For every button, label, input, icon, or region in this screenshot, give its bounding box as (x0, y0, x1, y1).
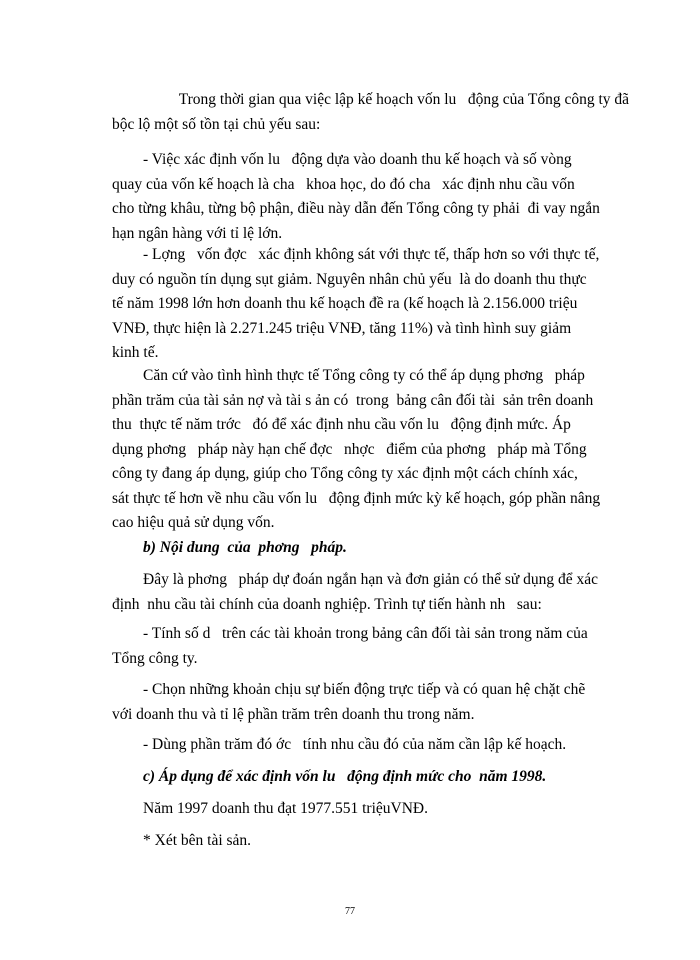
text-line: Căn cứ vào tình hình thực tế Tổng công ty có thể áp dụng phơng pháp (112, 367, 585, 384)
text-line: định nhu cầu tài chính của doanh nghiệp. Trình tự tiến hành nh sau: (112, 595, 542, 613)
heading-text: b) Nội dung của phơng pháp. (112, 539, 347, 556)
text-line: - Lợng vốn đợc xác định không sát với thực tế, thấp hơn so với thực tế, (112, 246, 600, 263)
text-line: cao hiệu quả sử dụng vốn. (112, 514, 275, 531)
text-line: Trong thời gian qua việc lập kế hoạch vốn lu động của Tổng công ty đã (148, 91, 630, 108)
text-line: Đây là phơng pháp dự đoán ngắn hạn và đơn giản có thể sử dụng để xác (112, 571, 599, 588)
heading-text: c) Áp dụng để xác định vốn lu động định mức cho năm 1998. (112, 768, 547, 785)
paragraph-step-2 (112, 678, 642, 727)
text-line: - Việc xác định vốn lu động dựa vào doanh thu kế hoạch và số vòng (112, 151, 572, 168)
text-line: * Xét bên tài sản. (112, 832, 252, 849)
paragraph-step-1 (112, 622, 642, 671)
text-line: bộc lộ một số tồn tại chủ yếu sau: (112, 115, 321, 133)
text-line: phần trăm của tài sản nợ và tài s ản có trong bảng cân đối tài sản trên doanh (112, 391, 594, 409)
text-line: cho từng khâu, từng bộ phận, điều này dẫn đến Tổng công ty phải đi vay ngắn (112, 200, 600, 217)
paragraph-step-3 (112, 733, 642, 758)
paragraph-application (112, 364, 642, 536)
text-line: kinh tế. (112, 344, 159, 361)
paragraph-point-2 (112, 243, 642, 366)
text-line: dụng phơng pháp này hạn chế đợc nhợc điểm của phơng pháp mà Tổng (112, 440, 587, 458)
text-line: hạn ngân hàng với tỉ lệ lớn. (112, 224, 283, 242)
text-line: Tổng công ty. (112, 649, 198, 667)
text-line: với doanh thu và tỉ lệ phần trăm trên doanh thu trong năm. (112, 705, 475, 723)
paragraph-method (112, 568, 642, 617)
paragraph-revenue-1997 (112, 797, 642, 822)
text-line: - Chọn những khoản chịu sự biến động trực tiếp và có quan hệ chặt chẽ (112, 681, 586, 698)
text-line: - Dùng phần trăm đó ớc tính nhu cầu đó của năm cần lập kế hoạch. (112, 736, 567, 753)
text-line: tế năm 1998 lớn hơn doanh thu kế hoạch đề ra (kế hoạch là 2.156.000 triệu (112, 295, 578, 312)
text-line: VNĐ, thực hiện là 2.271.245 triệu VNĐ, tăng 11%) và tình hình suy giảm (112, 319, 572, 337)
text-line: công ty đang áp dụng, giúp cho Tổng công ty xác định một cách chính xác, (112, 465, 578, 482)
paragraph-assets-note (112, 829, 642, 854)
paragraph-intro (112, 88, 642, 137)
text-line: - Tính số d trên các tài khoản trong bảng cân đối tài sản trong năm của (112, 625, 588, 642)
section-heading-b (112, 536, 642, 561)
text-line: duy có nguồn tín dụng sụt giảm. Nguyên nhân chủ yếu là do doanh thu thực (112, 270, 587, 288)
text-line: Năm 1997 doanh thu đạt 1977.551 triệuVNĐ. (112, 800, 428, 817)
text-line: quay của vốn kế hoạch là cha khoa học, do đó cha xác định nhu cầu vốn (112, 175, 575, 193)
page-number: 77 (345, 906, 355, 917)
text-line: sát thực tế hơn về nhu cầu vốn lu động định mức kỳ kế hoạch, góp phần nâng (112, 489, 601, 507)
paragraph-point-1 (112, 148, 642, 246)
section-heading-c (112, 765, 642, 790)
text-line: thu thực tế năm trớc đó để xác định nhu cầu vốn lu động định mức. Áp (112, 416, 571, 433)
